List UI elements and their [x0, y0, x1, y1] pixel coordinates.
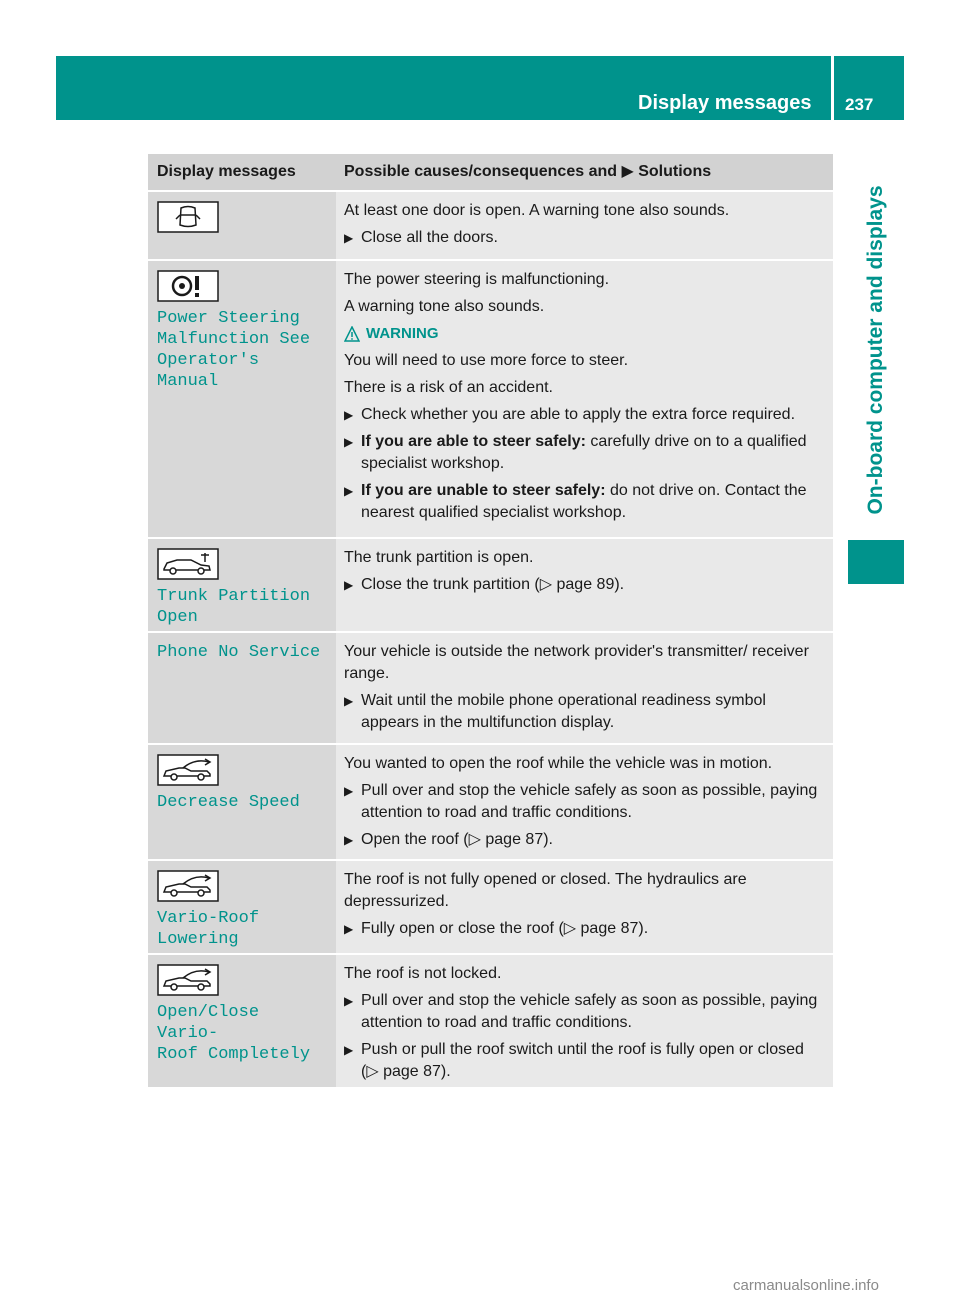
table-row [148, 190, 833, 259]
display-message-text: Open/Close Vario- Roof Completely [157, 1003, 311, 1064]
convertible-roof-icon [157, 964, 219, 996]
steering-warning-icon [157, 270, 219, 302]
step-arrow-icon: ▶ [344, 994, 354, 1008]
message-cell [148, 861, 336, 953]
warning-label: WARNING [344, 323, 827, 345]
solution-cell: You wanted to open the roof while the vehicle was in motion. ▶ Pull over and stop the vehicle safely as soon as possible, paying attention to road and traffic conditions. ▶ Open the roof (▷ page 87). [336, 745, 833, 859]
watermark-text: carmanualsonline.info [733, 1277, 879, 1294]
chapter-side-label: On-board computer and displays [864, 185, 887, 515]
display-message-text: Decrease Speed [157, 793, 300, 812]
step-arrow-icon: ▶ [344, 435, 354, 449]
display-message-text: Vario-Roof Lowering [157, 909, 260, 949]
col-header-causes: Possible causes/consequences and ▶ Solutions [344, 163, 712, 180]
solution-cell: Your vehicle is outside the network provider's transmitter/ receiver range. ▶ Wait until the mobile phone operational readiness symbol appears in the multifunction display. [336, 633, 833, 743]
table-row [148, 743, 833, 859]
step-arrow-icon: ▶ [344, 922, 354, 936]
step-arrow-icon: ▶ [344, 231, 354, 245]
step-arrow-icon: ▶ [344, 1043, 354, 1057]
message-cell [148, 955, 336, 1087]
table-row [148, 859, 833, 953]
page-reference-icon: ▷ [366, 1063, 379, 1080]
col-header-messages: Display messages [157, 163, 296, 180]
step-arrow-icon: ▶ [344, 694, 354, 708]
display-messages-table [148, 154, 833, 1087]
step-arrow-icon: ▶ [344, 484, 354, 498]
message-cell [148, 633, 336, 743]
step-arrow-icon: ▶ [344, 408, 354, 422]
table-header [148, 154, 833, 190]
header-divider [831, 56, 834, 120]
message-cell [148, 745, 336, 859]
solution-arrow-icon: ▶ [621, 163, 634, 180]
page-number: 237 [845, 95, 874, 114]
message-cell [148, 192, 336, 259]
step-arrow-icon: ▶ [344, 833, 354, 847]
display-message-text: Phone No Service [157, 643, 321, 662]
solution-cell: The roof is not fully opened or closed. The hydraulics are depressurized. ▶ Fully open or close the roof (▷ page 87). [336, 861, 833, 953]
table-row [148, 953, 833, 1087]
page-reference-icon: ▷ [468, 831, 481, 848]
warning-triangle-icon [344, 326, 360, 342]
chapter-tab-marker [848, 540, 904, 584]
table-row [148, 259, 833, 537]
step-arrow-icon: ▶ [344, 578, 354, 592]
solution-cell: The roof is not locked. ▶ Pull over and stop the vehicle safely as soon as possible, paying attention to road and traffic conditions. ▶ Push or pull the roof switch until the roof is fully open or closed (▷ page 87). [336, 955, 833, 1087]
page-reference-icon: ▷ [563, 920, 577, 937]
solution-cell: The trunk partition is open. ▶ Close the trunk partition (▷ page 89). [336, 539, 833, 631]
display-message-text: Power Steering Malfunction See Operator's Manual [157, 309, 311, 391]
convertible-roof-icon [157, 754, 219, 786]
step-arrow-icon: ▶ [344, 784, 354, 798]
solution-cell: The power steering is malfunctioning. A warning tone also sounds. WARNING You will need to use more force to steer. There is a risk of an accident. ▶ Check whether you are able to apply the extra force required. ▶ If you are able to steer safely: carefully drive on to a qualified specialist workshop. ▶ If you are unable to steer safely: do not drive on. Contact the nearest qualified specialist workshop. [336, 261, 833, 537]
message-cell [148, 261, 336, 537]
page-section-title: Display messages [638, 92, 812, 114]
solution-cell: At least one door is open. A warning tone also sounds. ▶ Close all the doors. [336, 192, 833, 259]
message-cell [148, 539, 336, 631]
door-open-icon [157, 201, 219, 233]
page-reference-icon: ▷ [539, 576, 553, 593]
display-message-text: Trunk Partition Open [157, 587, 311, 627]
table-row [148, 537, 833, 631]
convertible-roof-icon [157, 870, 219, 902]
trunk-partition-icon [157, 548, 219, 580]
table-row [148, 631, 833, 743]
